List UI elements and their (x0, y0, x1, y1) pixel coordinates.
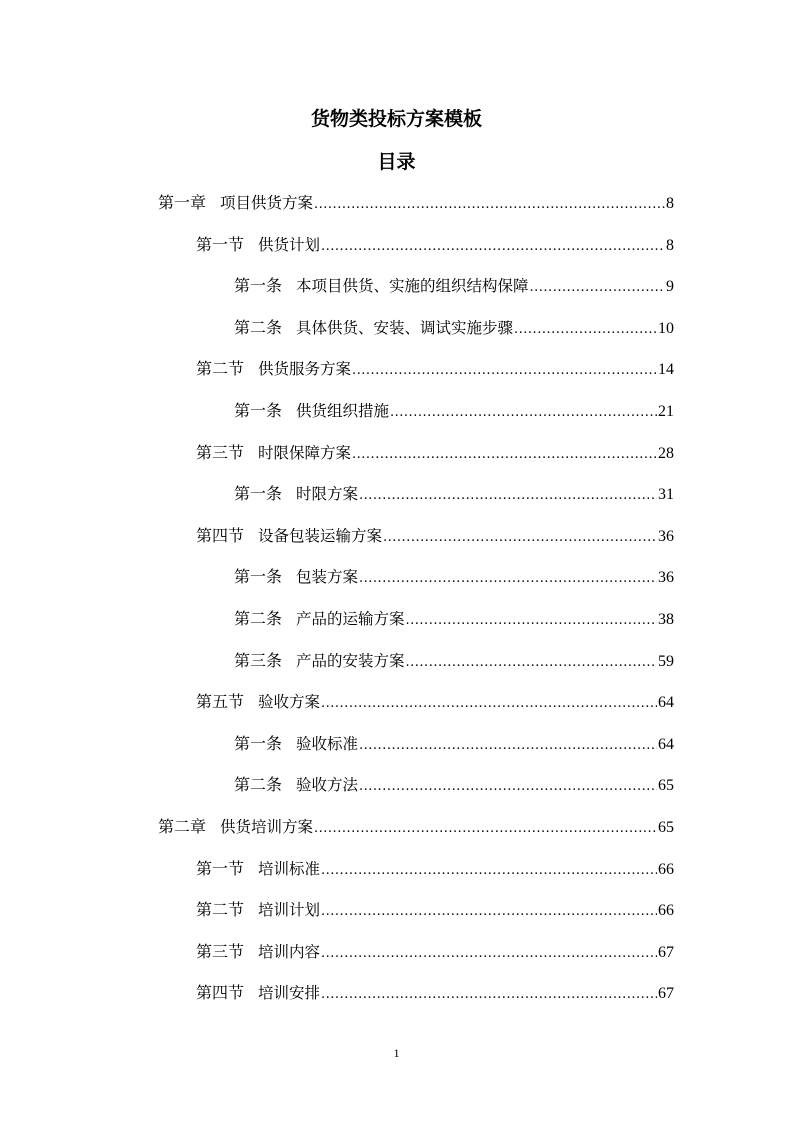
toc-entry-label: 验收方法 (296, 776, 359, 795)
toc-entry-label: 时限保障方案 (258, 443, 352, 462)
dot-leader (314, 808, 657, 850)
dot-leader (514, 309, 657, 351)
toc-entry-label: 培训安排 (258, 984, 321, 1003)
toc-entry-label: 具体供货、安装、调试实施步骤 (296, 318, 514, 337)
document-title: 货物类投标方案模板 (310, 108, 482, 130)
toc-entry-number: 第四节 (196, 525, 245, 545)
toc-entry-page: 66 (658, 902, 674, 920)
toc-entry-number: 第一条 (234, 276, 283, 296)
dot-leader (321, 933, 657, 975)
toc-entry-label: 供货培训方案 (220, 818, 314, 836)
toc-entry-page: 36 (658, 527, 674, 545)
dot-leader (406, 642, 657, 684)
toc-entry-page: 21 (658, 403, 674, 420)
toc-entry-number: 第一节 (196, 858, 245, 878)
dot-leader (321, 891, 657, 933)
dot-leader (321, 683, 657, 725)
toc-entry-number: 第三节 (196, 442, 245, 462)
page-number: 1 (393, 1046, 400, 1060)
toc-entry-number: 第三条 (234, 650, 283, 670)
toc-entry-number: 第二节 (196, 900, 245, 920)
toc-entry-label: 供货组织措施 (296, 402, 390, 420)
toc-entry-label: 培训内容 (258, 942, 321, 961)
toc-entry-page: 31 (658, 486, 674, 504)
toc-entry-number: 第一条 (234, 401, 283, 420)
toc-entry-number: 第一条 (234, 484, 283, 504)
toc-entry-label: 时限方案 (296, 485, 359, 504)
toc-entry-page: 28 (658, 444, 674, 462)
toc-entry-label: 包装方案 (296, 568, 359, 587)
toc-entry-page: 8 (666, 195, 674, 212)
toc-entry[interactable] (234, 723, 674, 765)
dot-leader (321, 850, 657, 892)
dot-leader (321, 226, 665, 268)
toc-entry-label: 产品的运输方案 (296, 610, 405, 628)
dot-leader (359, 725, 657, 767)
toc-entry-page: 9 (666, 278, 674, 296)
toc-entry-page: 65 (658, 819, 674, 836)
toc-entry-number: 第二条 (234, 609, 283, 628)
toc-entry-number: 第二章 (158, 817, 207, 836)
dot-leader (530, 267, 665, 309)
toc-entry-label: 验收标准 (296, 734, 359, 753)
dot-leader (359, 558, 657, 600)
toc-entry-page: 38 (658, 611, 674, 628)
toc-entry-number: 第三节 (196, 941, 245, 961)
dot-leader (406, 600, 657, 642)
toc-entry[interactable] (196, 348, 674, 390)
toc-entry-label: 供货计划 (258, 235, 321, 254)
toc-entry[interactable] (234, 764, 674, 806)
dot-leader (383, 517, 657, 559)
toc-entry[interactable] (234, 307, 674, 349)
toc-entry-page: 10 (658, 319, 674, 337)
dot-leader (352, 350, 657, 392)
toc-entry-label: 培训计划 (258, 901, 321, 920)
toc-entry-label: 项目供货方案 (220, 194, 314, 212)
toc-entry-number: 第二节 (196, 359, 245, 379)
toc-entry-page: 64 (658, 735, 674, 753)
toc-entry-label: 设备包装运输方案 (258, 526, 383, 545)
toc-entry-page: 59 (658, 652, 674, 670)
toc-entry-label: 供货服务方案 (258, 360, 352, 379)
toc-entry[interactable] (196, 515, 674, 557)
toc-entry-page: 14 (658, 361, 674, 379)
toc-entry-number: 第一条 (234, 567, 283, 587)
toc-entry[interactable] (234, 598, 674, 640)
toc-entry-label: 验收方案 (258, 693, 321, 712)
toc-entry[interactable] (196, 681, 674, 723)
toc-entry[interactable] (234, 265, 674, 307)
toc-entry-page: 36 (658, 569, 674, 587)
toc-entry[interactable] (196, 432, 674, 474)
dot-leader (390, 392, 657, 434)
toc-entry-label: 培训标准 (258, 859, 321, 878)
toc-entry-number: 第一条 (234, 733, 283, 753)
toc-entry[interactable] (158, 806, 674, 848)
dot-leader (359, 766, 657, 808)
toc-entry[interactable] (196, 889, 674, 931)
toc-entry-number: 第一章 (158, 193, 207, 212)
toc-entry-number: 第一节 (196, 234, 245, 254)
toc-entry-page: 65 (658, 777, 674, 795)
toc-entry-number: 第二条 (234, 317, 283, 337)
toc-entry[interactable] (196, 848, 674, 890)
toc-entry-page: 67 (658, 943, 674, 961)
toc-entry-page: 8 (666, 236, 674, 254)
dot-leader (359, 475, 657, 517)
toc-entry[interactable] (234, 473, 674, 515)
toc-entry-number: 第五节 (196, 692, 245, 712)
dot-leader (352, 434, 657, 476)
toc-entry-label: 产品的安装方案 (296, 651, 405, 670)
toc-entry-label: 本项目供货、实施的组织结构保障 (296, 277, 529, 296)
toc-entry-page: 67 (658, 985, 674, 1003)
toc-entry[interactable] (234, 640, 674, 682)
toc-entry[interactable] (234, 390, 674, 432)
toc-entry-page: 66 (658, 860, 674, 878)
dot-leader (321, 974, 657, 1016)
toc-entry[interactable] (234, 556, 674, 598)
dot-leader (314, 184, 665, 226)
toc-entry[interactable] (196, 224, 674, 266)
toc-entry[interactable] (196, 972, 674, 1014)
toc-entry[interactable] (158, 182, 674, 224)
toc-entry-number: 第四节 (196, 983, 245, 1003)
toc-entry-page: 64 (658, 694, 674, 712)
toc-heading: 目录 (377, 151, 416, 173)
toc-entry-number: 第二条 (234, 775, 283, 795)
toc-entry[interactable] (196, 931, 674, 973)
